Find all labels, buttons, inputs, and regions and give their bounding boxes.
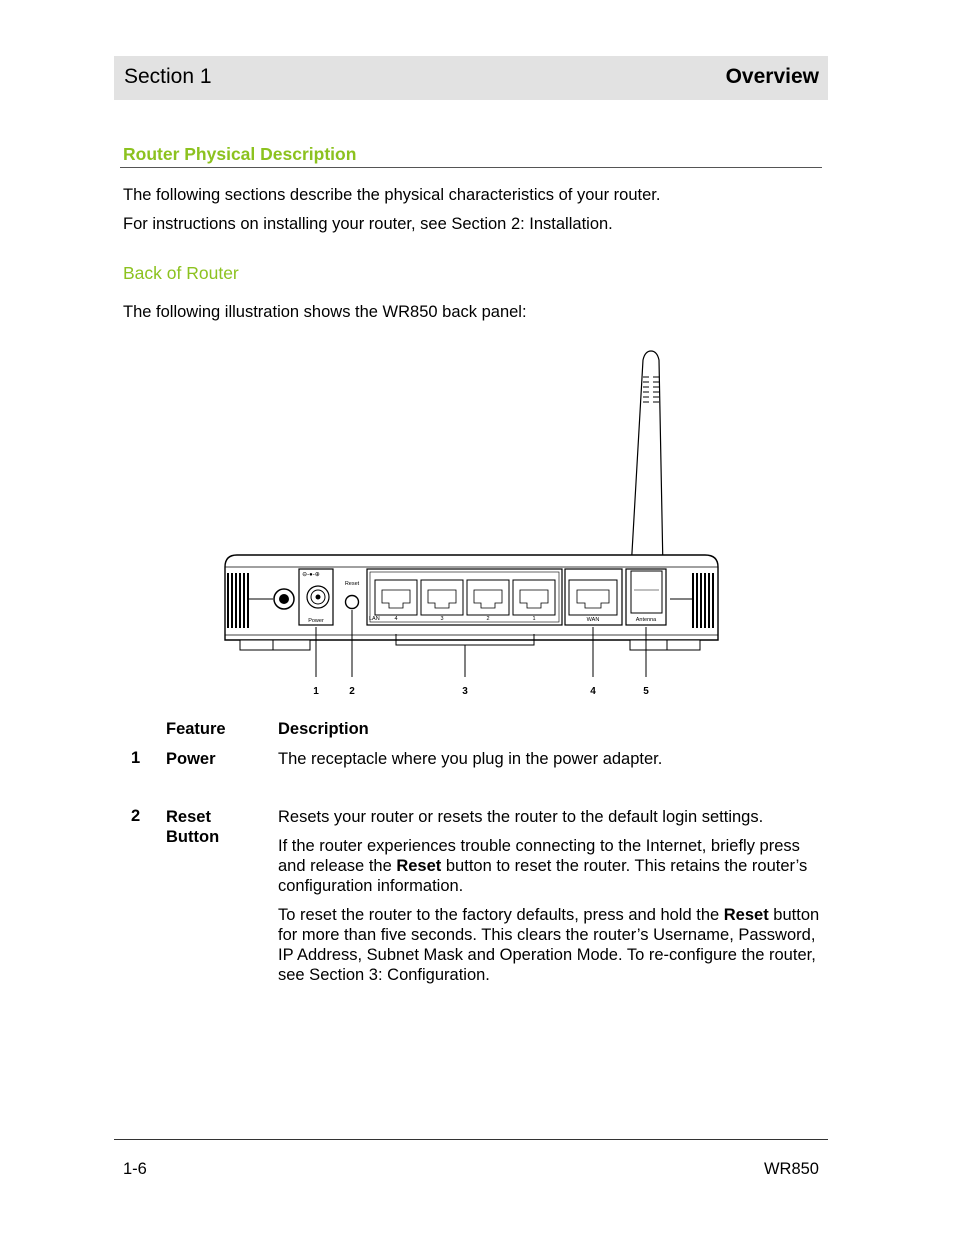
illustration-intro: The following illustration shows the WR850 back panel: <box>123 303 527 321</box>
callout-2: 2 <box>349 686 355 697</box>
callout-1: 1 <box>313 686 319 697</box>
lan-port-2-icon <box>467 580 509 615</box>
reset-label: Reset <box>344 581 360 587</box>
callout-4: 4 <box>590 686 596 697</box>
intro-paragraph-1: The following sections describe the physical characteristics of your router. <box>123 186 661 204</box>
power-jack-icon <box>299 569 333 625</box>
section-header <box>114 56 828 100</box>
feature-description-paragraph: To reset the router to the factory defaults, press and hold the Reset button for more than five seconds. This clears the router’s Username, Password, IP Address, Subnet Mask and Operation Mode. To re-configure the router, see Section 3: Configuration. <box>278 906 820 984</box>
feature-name-line-2: Button <box>166 828 220 846</box>
lan-port-number: 2 <box>486 616 490 622</box>
screw-icon <box>274 589 294 609</box>
page-number: 1-6 <box>123 1160 147 1178</box>
subsection-title: Back of Router <box>123 263 239 283</box>
lan-port-4-icon <box>375 580 417 615</box>
lan-port-3-icon <box>421 580 463 615</box>
svg-text:⊖-●-⊕: ⊖-●-⊕ <box>302 572 320 578</box>
bold-keyword: Reset <box>396 857 442 875</box>
footer-divider <box>114 1139 828 1140</box>
lan-port-number: 3 <box>440 616 444 622</box>
bold-keyword: Reset <box>723 906 769 924</box>
wan-port-icon <box>565 569 622 625</box>
power-label: Power <box>308 618 324 624</box>
table-header-description: Description <box>278 720 369 738</box>
section-title: Overview <box>725 65 819 88</box>
feature-description: Resets your router or resets the router to the default login settings. <box>278 808 764 826</box>
router-back-panel-figure <box>215 345 725 705</box>
table-header-feature: Feature <box>166 720 226 738</box>
model-name: WR850 <box>763 1160 819 1178</box>
feature-description: The receptacle where you plug in the power adapter. <box>278 750 663 768</box>
lan-port-number: 4 <box>394 616 398 622</box>
wan-label: WAN <box>586 617 600 623</box>
feature-name: Reset <box>166 808 211 826</box>
callout-3: 3 <box>462 686 468 697</box>
feature-name: Power <box>166 750 216 768</box>
antenna-label: Antenna <box>635 617 657 623</box>
lan-ports <box>367 569 562 625</box>
antenna-icon <box>631 351 663 570</box>
heading-divider <box>120 167 822 168</box>
lan-port-number: 1 <box>532 616 536 622</box>
row-number: 2 <box>131 807 141 825</box>
row-number: 1 <box>131 749 141 767</box>
intro-paragraph-2: For instructions on installing your router, see Section 2: Installation. <box>123 215 613 233</box>
section-number: Section 1 <box>124 65 212 88</box>
callout-5: 5 <box>643 686 649 697</box>
antenna-base-icon <box>626 569 666 625</box>
lan-port-1-icon <box>513 580 555 615</box>
page-title: Router Physical Description <box>123 144 357 164</box>
lan-label: LAN <box>369 616 380 622</box>
feature-description-paragraph: If the router experiences trouble connecting to the Internet, briefly press and release the Reset button to reset the router. This retains the router’s configuration information. <box>278 837 808 895</box>
